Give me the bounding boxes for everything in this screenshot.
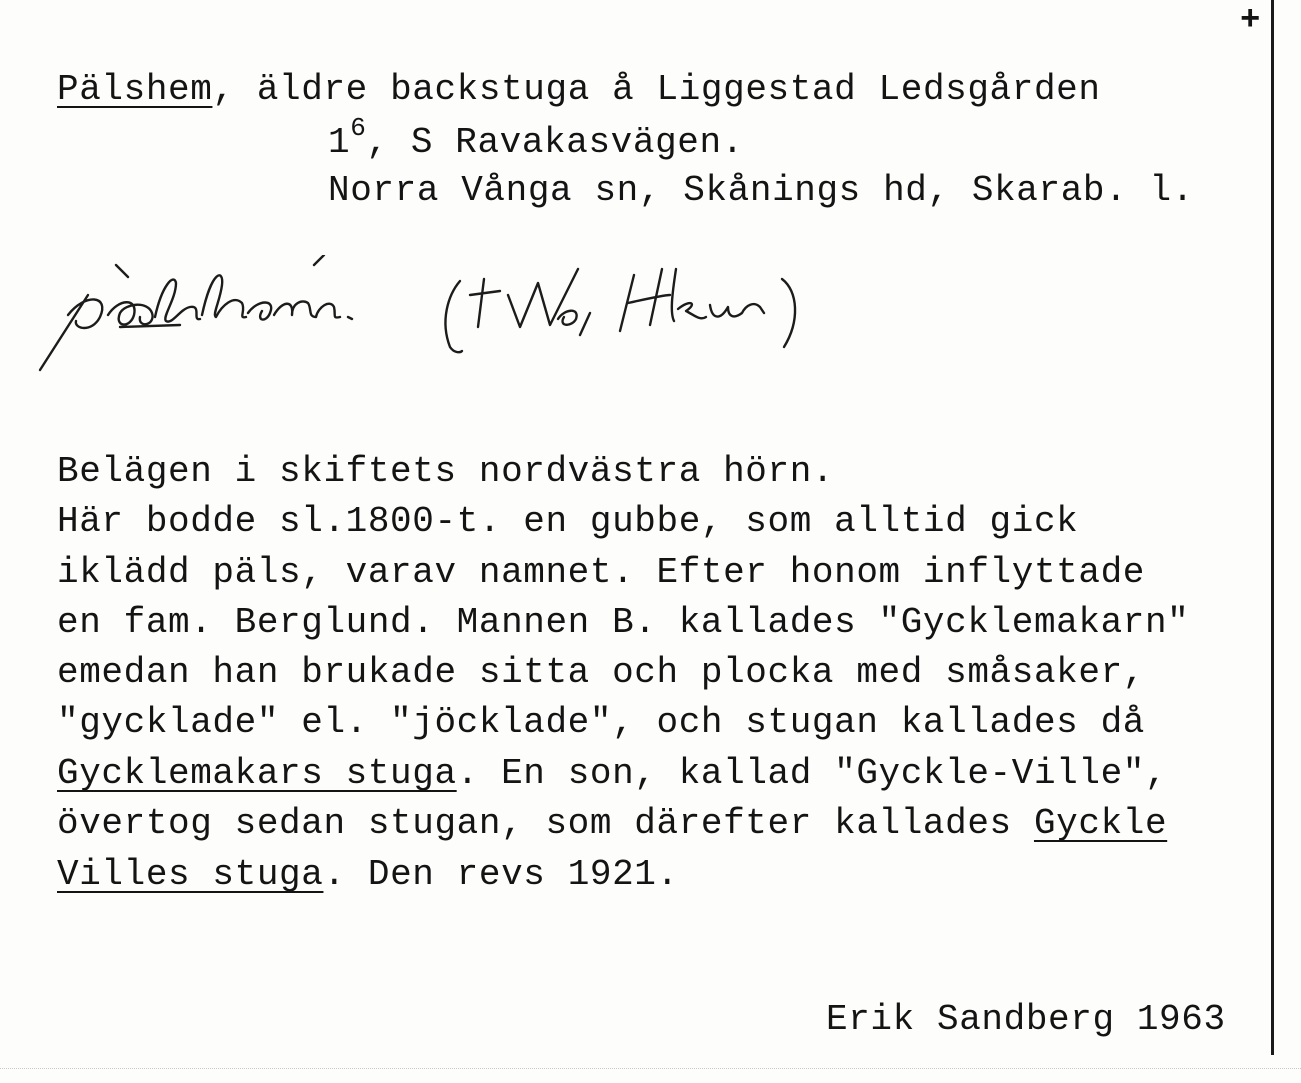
- body-line-5: emedan han brukade sitta och plocka med småsaker,: [57, 652, 1145, 693]
- header-line-2-rest: , S Ravakasvägen.: [366, 122, 744, 163]
- handwritten-annotation: [30, 255, 820, 385]
- corner-mark: +: [1240, 2, 1261, 40]
- header-line-3: Norra Vånga sn, Skånings hd, Skarab. l.: [328, 170, 1194, 211]
- body-line-4: en fam. Berglund. Mannen B. kallades "Gycklemakarn": [57, 602, 1190, 643]
- body-line-7-rest: . En son, kallad "Gyckle-Ville",: [456, 753, 1168, 794]
- body-line-6: "gycklade" el. "jöcklade", och stugan kallades då: [57, 702, 1145, 743]
- card-edge-line: [1271, 0, 1274, 1055]
- underlined-name-gycklemakars-stuga: Gycklemakars stuga: [57, 753, 457, 794]
- place-name: Pälshem: [57, 69, 213, 110]
- header-superscript: 6: [350, 113, 367, 143]
- header-line-1-rest: , äldre backstuga å Liggestad Ledsgården: [212, 69, 1101, 110]
- underlined-name-gyckle: Gyckle: [1033, 803, 1168, 844]
- body-line-8: [57, 804, 1167, 844]
- body-line-9-rest: . Den revs 1921.: [323, 854, 679, 895]
- bottom-edge: [0, 1068, 1301, 1070]
- body-line-7: [57, 754, 1167, 794]
- signature: Erik Sandberg 1963: [826, 999, 1226, 1040]
- header-line-1: [57, 70, 1101, 110]
- body-line-3: iklädd päls, varav namnet. Efter honom inflyttade: [57, 552, 1145, 593]
- body-line-8-start: övertog sedan stugan, som därefter kallades: [57, 803, 1034, 844]
- body-line-2: Här bodde sl.1800-t. en gubbe, som alltid gick: [57, 501, 1079, 542]
- body-line-9: [57, 855, 679, 895]
- body-line-1: Belägen i skiftets nordvästra hörn.: [57, 451, 835, 492]
- underlined-name-villes-stuga: Villes stuga: [57, 854, 324, 895]
- header-line-2: [328, 113, 744, 163]
- header-number: 1: [328, 122, 351, 163]
